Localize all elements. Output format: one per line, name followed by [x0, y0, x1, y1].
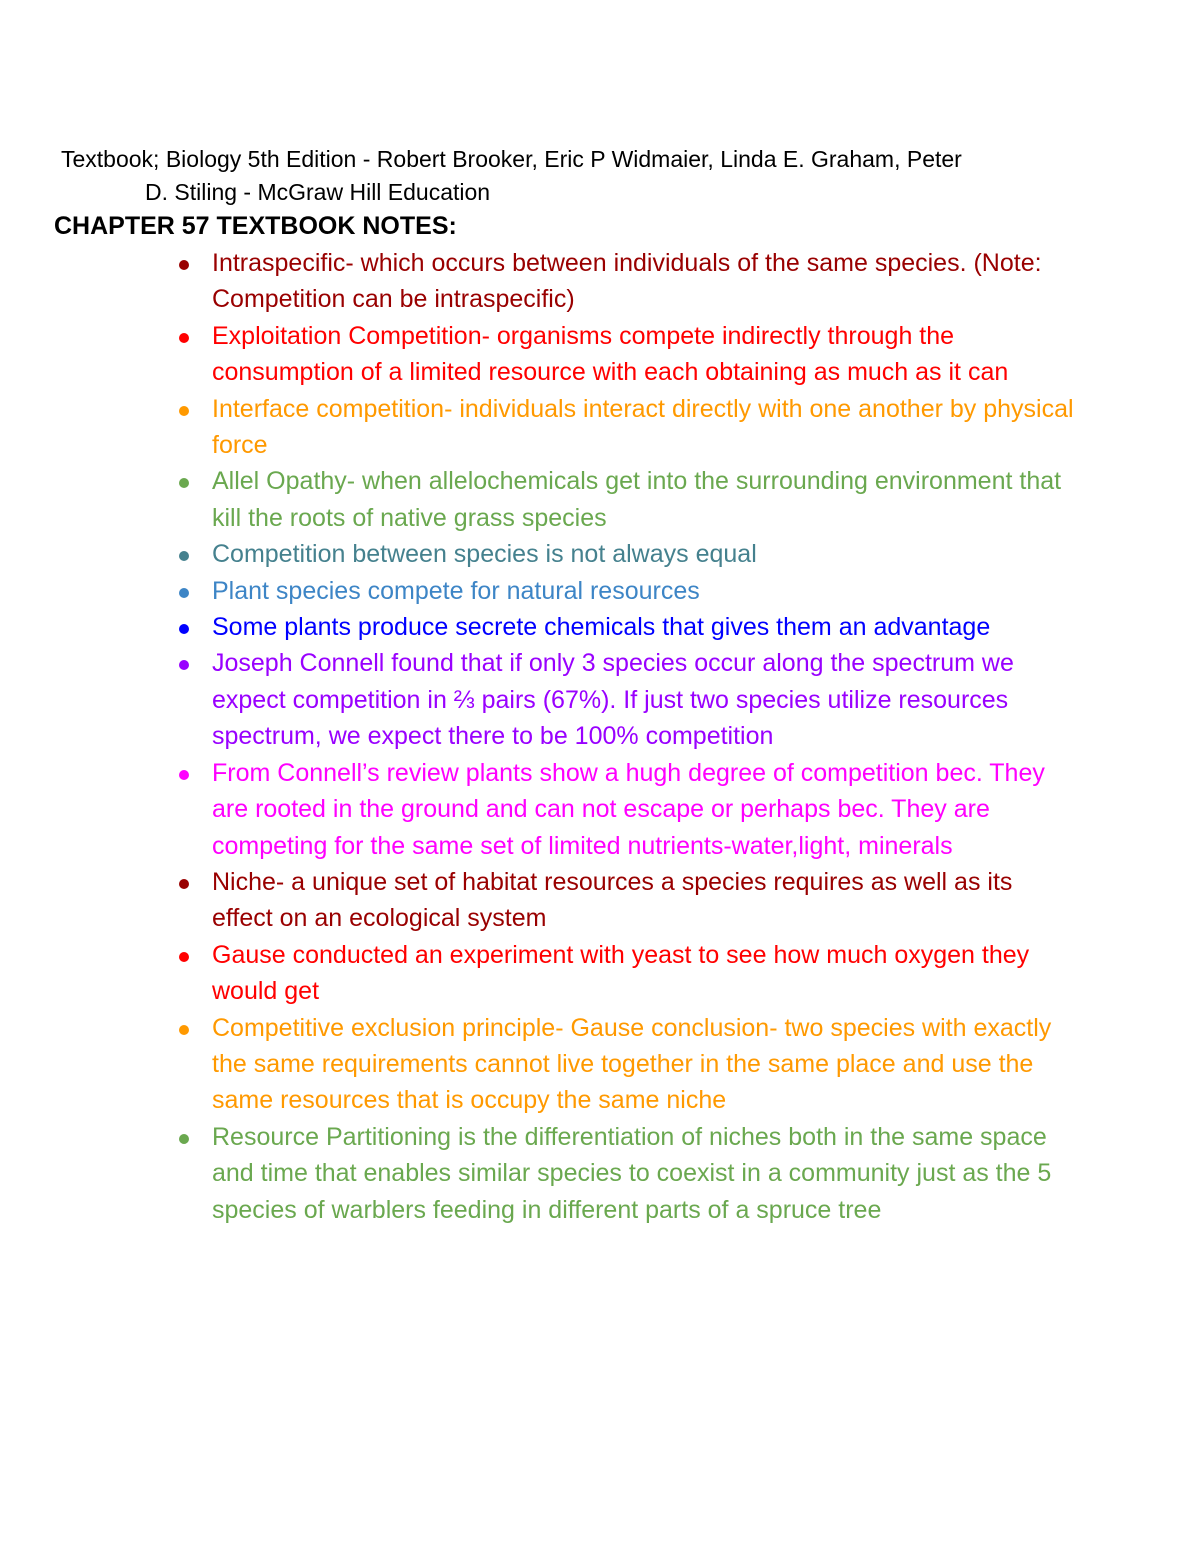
note-text: Allel Opathy- when allelochemicals get into the surrounding environment that kill the roots of native grass species: [212, 467, 1062, 532]
note-item: [0, 645, 1200, 754]
note-text: Interface competition- individuals interact directly with one another by physical force: [212, 394, 1074, 460]
note-text: Intraspecific- which occurs between individuals of the same species. (Note: Competition can be intraspecific): [212, 249, 1042, 314]
note-item: [0, 1010, 1200, 1119]
bullet-icon: [179, 952, 189, 962]
note-item: [0, 1119, 1200, 1228]
note-text: Joseph Connell found that if only 3 species occur along the spectrum we expect competition in ⅔ pairs (67%). If just two species utilize resources spectrum, we expect there to be 100% competition: [212, 649, 1014, 751]
chapter-title: CHAPTER 57 TEXTBOOK NOTES:: [54, 212, 457, 240]
bullet-icon: [179, 1025, 189, 1035]
note-text: Plant species compete for natural resources: [212, 576, 700, 605]
textbook-citation: [61, 143, 1081, 209]
bullet-icon: [179, 660, 189, 670]
bullet-icon: [179, 478, 189, 488]
bullet-icon: [179, 624, 189, 634]
bullet-icon: [179, 770, 189, 780]
note-item: [0, 573, 1200, 609]
notes-list: [0, 245, 1200, 1228]
bullet-icon: [179, 588, 189, 598]
note-item: [0, 609, 1200, 645]
citation-line-2: D. Stiling - McGraw Hill Education: [145, 179, 491, 205]
bullet-icon: [179, 879, 189, 889]
note-text: Competitive exclusion principle- Gause conclusion- two species with exactly the same requirements cannot live together in the same place and use the same resources that is occupy the same niche: [212, 1013, 1052, 1115]
bullet-icon: [179, 260, 189, 270]
note-item: [0, 755, 1200, 864]
note-item: [0, 864, 1200, 937]
bullet-icon: [179, 1134, 189, 1144]
note-item: [0, 536, 1200, 572]
bullet-icon: [179, 551, 189, 561]
note-item: [0, 937, 1200, 1010]
note-item: [0, 391, 1200, 464]
note-text: Gause conducted an experiment with yeast to see how much oxygen they would get: [212, 940, 1030, 1006]
citation-line-1: Textbook; Biology 5th Edition - Robert Brooker, Eric P Widmaier, Linda E. Graham, Peter: [61, 146, 962, 172]
note-text: Niche- a unique set of habitat resources a species requires as well as its effect on an ecological system: [212, 867, 1013, 933]
note-item: [0, 318, 1200, 391]
note-text: From Connell’s review plants show a hugh degree of competition bec. They are rooted in the ground and can not escape or perhaps bec. They are competing for the same set of limited nutrients-water,light, minerals: [212, 758, 1045, 860]
note-text: Some plants produce secrete chemicals that gives them an advantage: [212, 613, 991, 642]
note-text: Resource Partitioning is the differentiation of niches both in the same space and time that enables similar species to coexist in a community just as the 5 species of warblers feeding in different parts of a spruce tree: [212, 1122, 1052, 1224]
bullet-icon: [179, 406, 189, 416]
note-text: Exploitation Competition- organisms compete indirectly through the consumption of a limited resource with each obtaining as much as it can: [212, 321, 1009, 387]
note-text: Competition between species is not always equal: [212, 540, 757, 569]
note-item: [0, 245, 1200, 318]
note-item: [0, 463, 1200, 536]
bullet-icon: [179, 333, 189, 343]
